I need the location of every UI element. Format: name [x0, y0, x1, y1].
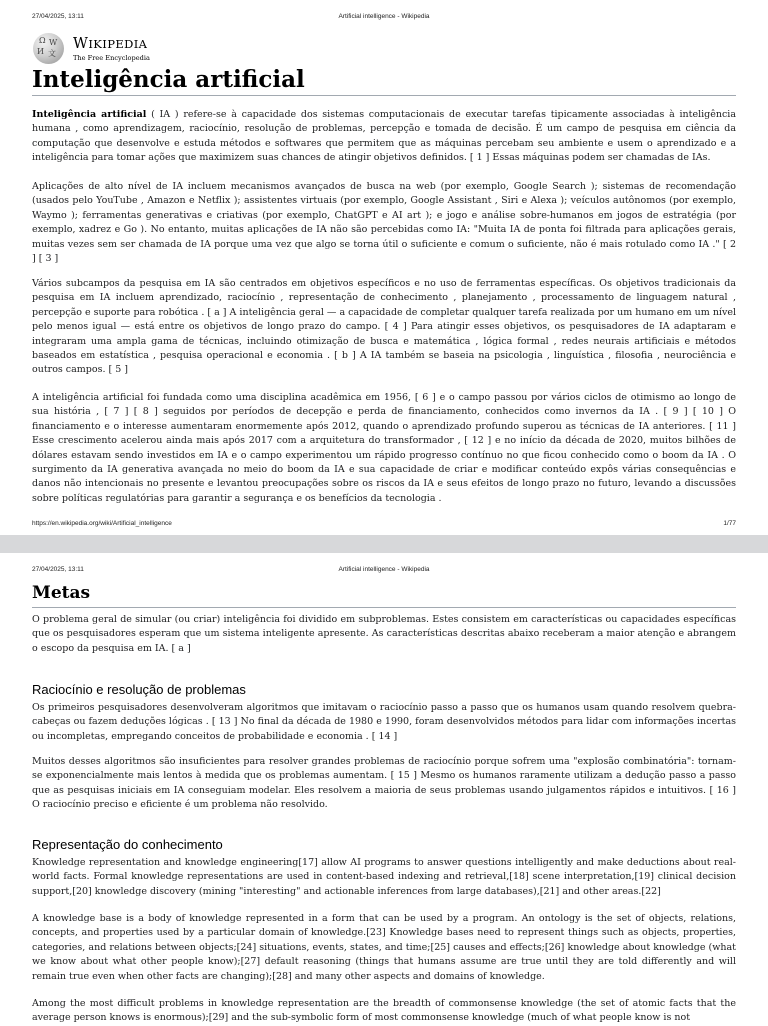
print-title: Artificial intelligence - Wikipedia [338, 13, 430, 20]
subsection-heading-raciocinio: Raciocínio e resolução de problemas [32, 682, 246, 697]
lead-paragraph-2 [32, 180, 736, 266]
print-date: 27/04/2025, 13:11 [32, 13, 84, 20]
paragraph-text: ( IA ) refere-se à capacidade dos sistemas computacionais de executar tarefas tipicamente associadas à inteligência humana , como aprendizagem, raciocínio, resolução de problemas, percepção e tomada de decisão. É um campo de pesquisa em ciência da computação que desenvolve e estuda métodos e softwares que permitem que as máquinas percebam seu ambiente e usem o aprendizado e a inteligência para tomar ações que maximizem suas chances de atingir objetivos definidos. [ 1 ] Essas máquinas podem ser chamadas de IAs. [32, 109, 736, 164]
print-title: Artificial intelligence - Wikipedia [338, 566, 430, 573]
section-intro-paragraph: O problema geral de simular (ou criar) inteligência foi dividido em subproblemas. Estes consistem em características ou capacidades específicas que os pesquisadores esperam que um sistema inteligente apresente. As características descritas abaixo receberam a maior atenção e abrangem o escopo da pesquisa em IA. [ a ] [32, 614, 736, 654]
print-header [32, 566, 736, 576]
wordmark-initial: W [73, 36, 89, 52]
article-title: Inteligência artificial [32, 64, 736, 96]
paragraph-text: Aplicações de alto nível de IA incluem mecanismos avançados de busca na web (por exemplo, Google Search ); sistemas de recomendação (usados pelo YouTube , Amazon e Netflix ); assistentes virtuais (por exemplo, Google Assistant , Siri e Alexa ); veículos autônomos (por exemplo, Waymo ); ferramentas generativas e criativas (por exemplo, ChatGPT e AI art ); e jogo e análise sobre-humanos em jogos de estratégia (por exemplo, xadrez e Go ). No entanto, muitas aplicações de IA não são percebidas como IA: "Muita IA de ponta foi filtrada para aplicações gerais, muitas vezes sem ser chamada de IA porque uma vez que algo se torna útil o suficiente e comum o suficiente, não é mais rotulado como IA ." [ 2 ] [ 3 ] [32, 181, 736, 265]
representacao-paragraph-3: Among the most difficult problems in knowledge representation are the breadth of commonsense knowledge (the set of atomic facts that the average person knows is enormous);[29] and the sub-symbolic form of most commonsense knowledge (much of what people know is not [32, 998, 736, 1024]
wikipedia-tagline: The Free Encyclopedia [73, 54, 150, 62]
paragraph-text: Vários subcampos da pesquisa em IA são centrados em objetivos específicos e no uso de ferramentas específicas. Os objetivos tradicionais da pesquisa em IA incluem aprendizado, raciocínio , representação de conhecimento , planejamento , processamento de linguagem natural , percepção e suporte para robótica . [ a ] A inteligência geral — a capacidade de completar qualquer tarefa realizada por um humano em um nível pelo menos igual — está entre os objetivos de longo prazo do campo. [ 4 ] Para atingir esses objetivos, os pesquisadores de IA adaptaram e integraram uma ampla gama de técnicas, incluindo otimização de busca e matemática , lógica formal , redes neurais artificiais e métodos baseados em estatística , pesquisa operacional e economia . [ b ] A IA também se baseia na psicologia , linguística , filosofia , neurociência e outros campos. [ 5 ] [32, 278, 736, 376]
print-footer [32, 520, 736, 530]
print-url: https://en.wikipedia.org/wiki/Artificial_intelligence [32, 520, 172, 527]
wordmark-rest: IKIPEDIA [88, 37, 148, 51]
raciocinio-paragraph-1: Os primeiros pesquisadores desenvolveram algoritmos que imitavam o raciocínio passo a passo que os humanos usam quando resolvem quebra-cabeças ou fazem deduções lógicas . [ 13 ] No final da década de 1980 e 1990, foram desenvolvidos métodos para lidar com informações incertas ou incompletas, empregando conceitos de probabilidade e economia . [ 14 ] [32, 702, 736, 742]
paragraph-text: A inteligência artificial foi fundada como uma disciplina acadêmica em 1956, [ 6 ] e o campo passou por vários ciclos de otimismo ao longo de sua história , [ 7 ] [ 8 ] seguidos por períodos de decepção e perda de financiamento, conhecidos como invernos da IA . [ 9 ] [ 10 ] O financiamento e o interesse aumentaram enormemente após 2012, quando o aprendizado profundo superou as técnicas de IA anteriores. [ 11 ] Esse crescimento acelerou ainda mais após 2017 com a arquitetura do transformador , [ 12 ] e no início da década de 2020, muitos bilhões de dólares estavam sendo investidos em IA e o campo experimentou um rápido progresso contínuo no que ficou conhecido como o boom da IA . O surgimento da IA generativa avançada no meio do boom da IA e sua capacidade de criar e modificar conteúdo expôs várias consequências e danos não intencionais no presente e levantou preocupações sobre os riscos da IA e seus efeitos de longo prazo no futuro, levando a discussões sobre políticas regulatórias para garantir a segurança e os benefícios da tecnologia . [32, 392, 736, 504]
lead-paragraph-1 [32, 108, 736, 166]
page-separator [0, 535, 768, 553]
raciocinio-paragraph-2: Muitos desses algoritmos são insuficientes para resolver grandes problemas de raciocínio porque sofrem uma "explosão combinatória": tornam-se exponencialmente mais lentos à medida que os problemas aumentam. [ 15 ] Mesmo os humanos raramente utilizam a dedução passo a passo que as pesquisas iniciais em IA conseguiam modelar. Eles resolvem a maioria de seus problemas usando julgamentos rápidos e intuitivos. [ 16 ] O raciocínio preciso e eficiente é um problema não resolvido. [32, 756, 736, 811]
lead-paragraph-4 [32, 391, 736, 506]
wikipedia-globe-icon: Ω W И 文 [33, 33, 64, 64]
wikipedia-wordmark [73, 36, 147, 52]
print-page-number: 1/77 [723, 520, 736, 527]
wikipedia-logo[interactable] [33, 33, 163, 63]
subsection-heading-representacao: Representação do conhecimento [32, 837, 223, 852]
lead-paragraph-3 [32, 277, 736, 378]
print-header [32, 13, 736, 23]
lead-bold-term: Inteligência artificial [32, 109, 147, 120]
section-heading-metas: Metas [32, 579, 736, 608]
pdf-page-2 [0, 553, 768, 1024]
representacao-paragraph-2: A knowledge base is a body of knowledge represented in a form that can be used by a program. An ontology is the set of objects, relations, concepts, and properties used by a particular domain of knowledge.[23] Knowledge bases need to represent things such as objects, properties, categories, and relations between objects;[24] situations, events, states, and time;[25] causes and effects;[26] knowledge about knowledge (what we know about what other people know);[27] default reasoning (things that humans assume are true until they are told differently and will remain true even when other facts are changing);[28] and many other aspects and domains of knowledge. [32, 913, 736, 982]
print-date: 27/04/2025, 13:11 [32, 566, 84, 573]
representacao-paragraph-1: Knowledge representation and knowledge engineering[17] allow AI programs to answer questions intelligently and make deductions about real-world facts. Formal knowledge representations are used in content-based indexing and retrieval,[18] scene interpretation,[19] clinical decision support,[20] knowledge discovery (mining "interesting" and actionable inferences from large databases),[21] and other areas.[22] [32, 857, 736, 897]
